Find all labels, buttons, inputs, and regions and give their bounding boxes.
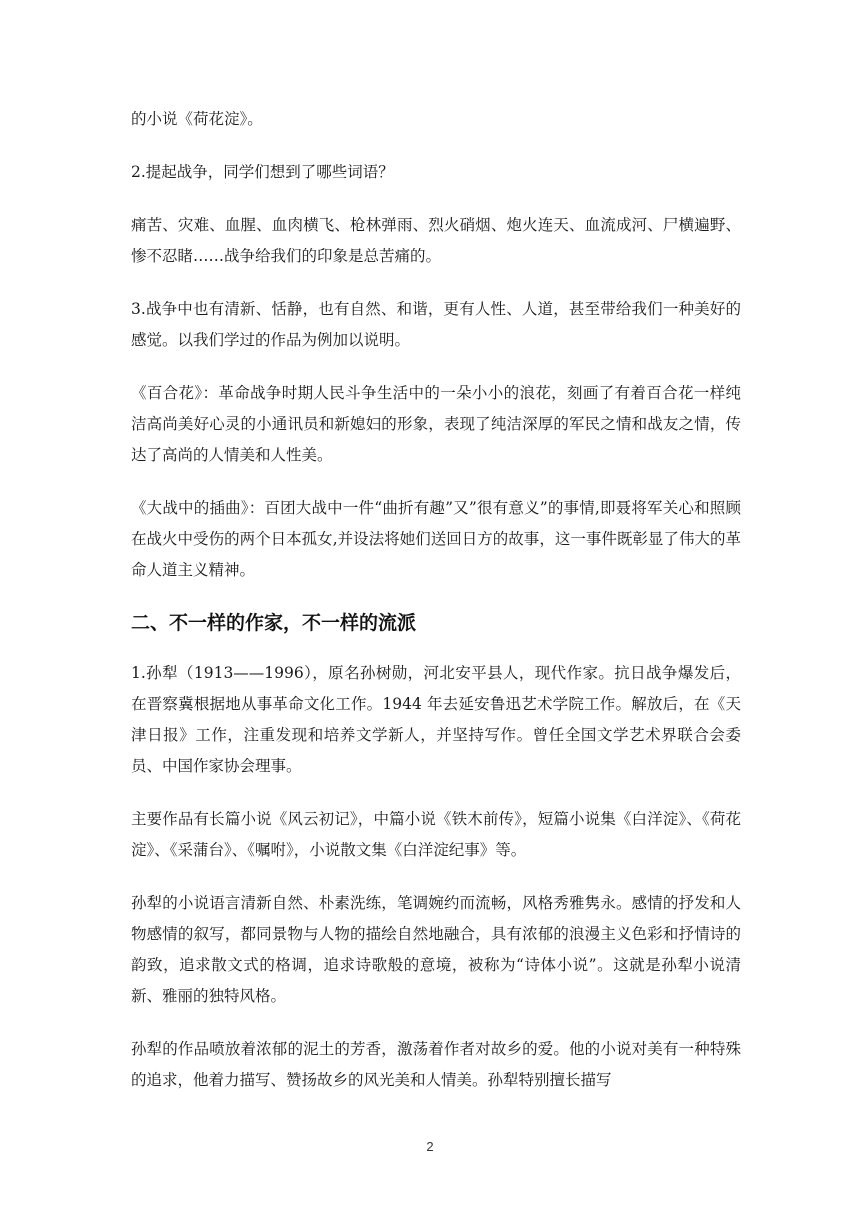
baihehua-paragraph: 《百合花》：革命战争时期人民斗争生活中的一朵小小的浪花，刻画了有着百合花一样纯洁高尚美好心灵的小通讯员和新媳妇的形象，表现了纯洁深厚的军民之情和战友之情，传达了高尚的人情美和人性美。: [131, 384, 741, 464]
page-body: [131, 104, 741, 1118]
section-heading: 二、不一样的作家，不一样的流派: [131, 612, 417, 634]
main-works-paragraph: 主要作品有长篇小说《风云初记》，中篇小说《铁木前传》，短篇小说集《白洋淀》、《荷花淀》、《采蒲台》、《嘱咐》，小说散文集《白洋淀纪事》等。: [131, 810, 741, 859]
sun-li-bio-paragraph: 1.孙犁（1913——1996），原名孙树勋，河北安平县人，现代作家。抗日战争爆发后，在晋察冀根据地从事革命文化工作。1944 年去延安鲁迅艺术学院工作。解放后，在《天津日报》工作，注重发现和培养文学新人，并坚持写作。曾任全国文学艺术界联合会委员、中国作家协会理事。: [131, 664, 741, 775]
page-number: 2: [426, 1139, 434, 1154]
war-words-paragraph: 痛苦、灾难、血腥、血肉横飞、枪林弹雨、烈火硝烟、炮火连天、血流成河、尸横遍野、惨不忍睹……战争给我们的印象是总苦痛的。: [131, 216, 741, 265]
question-3: 3.战争中也有清新、恬静，也有自然、和谐，更有人性、人道，甚至带给我们一种美好的感觉。以我们学过的作品为例加以说明。: [131, 300, 741, 349]
hometown-paragraph: 孙犁的作品喷放着浓郁的泥土的芳香，激荡着作者对故乡的爱。他的小说对美有一种特殊的追求，他着力描写、赞扬故乡的风光美和人情美。孙犁特别擅长描写: [131, 1040, 741, 1089]
question-2: 2.提起战争，同学们想到了哪些词语？: [131, 163, 394, 181]
dazhan-chaqu-paragraph: 《大战中的插曲》：百团大战中一件“曲折有趣”又”很有意义”的事情,即聂将军关心和照顾在战火中受伤的两个日本孤女,并设法将她们送回日方的故事，这一事件既彰显了伟大的革命人道主义精神。: [131, 499, 741, 579]
paragraph-continuation: 的小说《荷花淀》。: [131, 110, 263, 128]
style-paragraph: 孙犁的小说语言清新自然、朴素洗练，笔调婉约而流畅，风格秀雅隽永。感情的抒发和人物感情的叙写，都同景物与人物的描绘自然地融合，具有浓郁的浪漫主义色彩和抒情诗的韵致，追求散文式的格调，追求诗歌般的意境，被称为“诗体小说”。这就是孙犁小说清新、雅丽的独特风格。: [131, 894, 741, 1005]
